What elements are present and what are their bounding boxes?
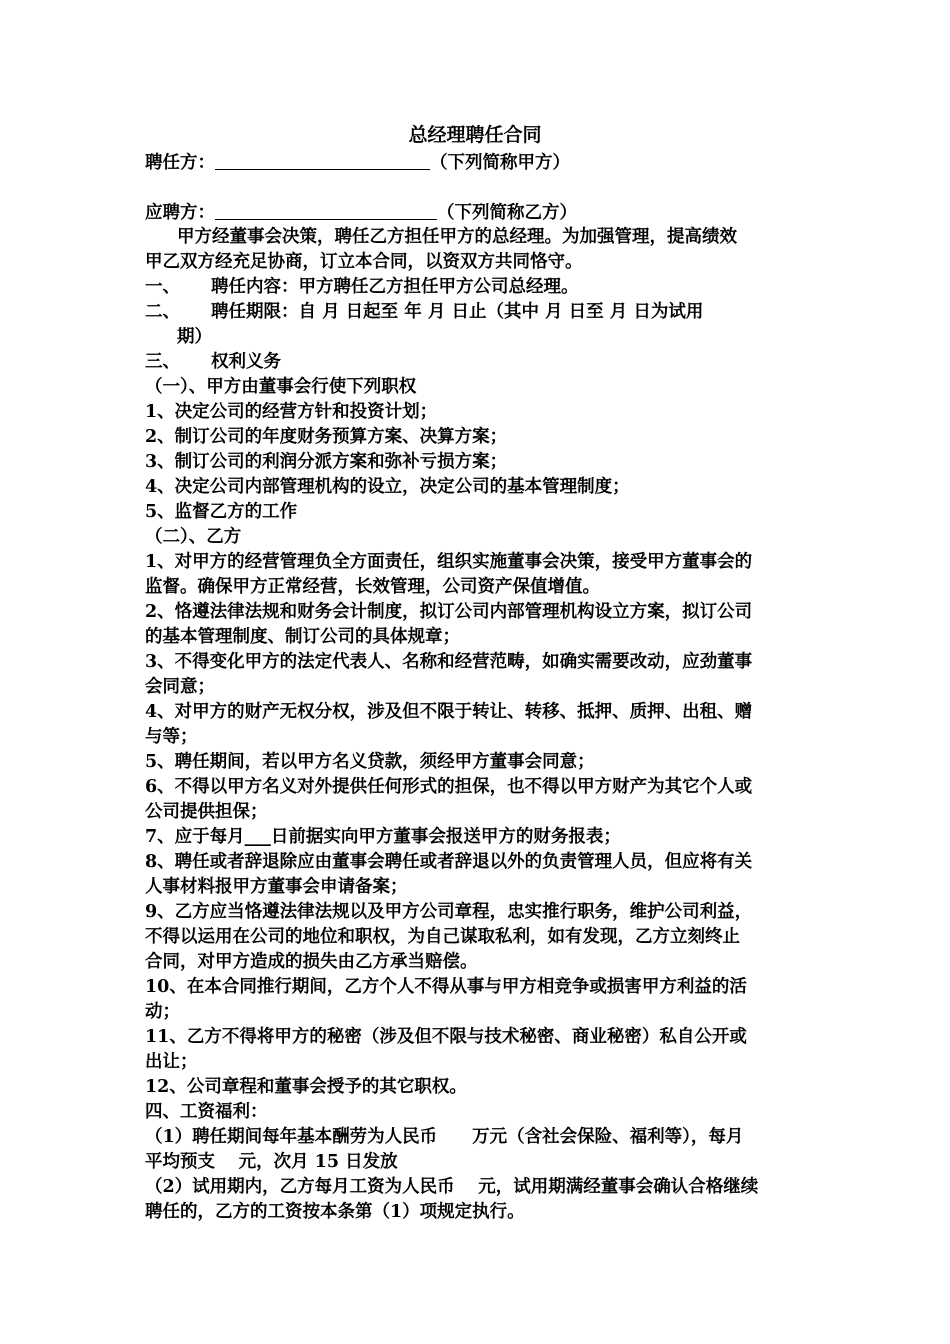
section-3-text: 权利义务 bbox=[211, 352, 281, 372]
party-a-label: 聘任方： bbox=[145, 153, 215, 173]
party-a-item: 2、制订公司的年度财务预算方案、决算方案； bbox=[145, 427, 508, 447]
section-4-line: （2）试用期内，乙方每月工资为人民币 元，试用期满经董事会确认合格继续 bbox=[145, 1177, 759, 1197]
party-a-item: 1、决定公司的经营方针和投资计划； bbox=[145, 402, 438, 422]
section-4-line: 平均预支 元，次月 15 日发放 bbox=[145, 1152, 398, 1172]
section-1 bbox=[145, 275, 810, 300]
section-4-heading: 四、工资福利： bbox=[145, 1102, 268, 1122]
document-title: 总经理聘任合同 bbox=[408, 124, 542, 146]
party-b-line: 人事材料报甲方董事会申请备案； bbox=[145, 877, 408, 897]
party-b-line bbox=[145, 200, 810, 226]
party-b-line: 的基本管理制度、制订公司的具体规章； bbox=[145, 627, 460, 647]
section-2-text-2: 期） bbox=[177, 327, 212, 347]
section-4-line: （1）聘任期间每年基本酬劳为人民币 万元（含社会保险、福利等），每月 bbox=[145, 1127, 744, 1147]
party-a-blank[interactable] bbox=[215, 150, 430, 170]
party-b-line: 9、乙方应当恪遵法律法规以及甲方公司章程，忠实推行职务，维护公司利益， bbox=[145, 902, 753, 922]
intro-line-1: 甲方经董事会决策，聘任乙方担任甲方的总经理。为加强管理，提高绩效 bbox=[177, 227, 737, 247]
party-b-line: 动； bbox=[145, 1002, 180, 1022]
section-4-line: 聘任的，乙方的工资按本条第（1）项规定执行。 bbox=[145, 1202, 525, 1222]
section-3 bbox=[145, 350, 810, 375]
party-b-line: 1、对甲方的经营管理负全方面责任，组织实施董事会决策，接受甲方董事会的 bbox=[145, 552, 753, 572]
section-2-number: 二、 bbox=[145, 302, 180, 322]
party-b-line: 合同，对甲方造成的损失由乙方承当赔偿。 bbox=[145, 952, 478, 972]
party-b-line: 2、恪遵法律法规和财务会计制度，拟订公司内部管理机构设立方案，拟订公司 bbox=[145, 602, 753, 622]
party-a-suffix: （下列简称甲方） bbox=[430, 153, 570, 173]
party-b-line: 不得以运用在公司的地位和职权，为自己谋取私利，如有发现，乙方立刻终止 bbox=[145, 927, 740, 947]
party-b-line: 6、不得以甲方名义对外提供任何形式的担保，也不得以甲方财产为其它个人或 bbox=[145, 777, 753, 797]
intro-line-2: 甲乙双方经充足协商，订立本合同，以资双方共同恪守。 bbox=[145, 252, 583, 272]
party-b-line: 10、在本合同推行期间，乙方个人不得从事与甲方相竞争或损害甲方利益的活 bbox=[145, 977, 747, 997]
party-b-line: 4、对甲方的财产无权分权，涉及但不限于转让、转移、抵押、质押、出租、赠 bbox=[145, 702, 753, 722]
party-b-line: 与等； bbox=[145, 727, 198, 747]
section-2-text-1: 聘任期限：自 月 日起至 年 月 日止（其中 月 日至 月 日为试用 bbox=[211, 302, 704, 322]
section-2 bbox=[145, 300, 810, 325]
party-b-line: 出让； bbox=[145, 1052, 198, 1072]
section-1-text: 聘任内容：甲方聘任乙方担任甲方公司总经理。 bbox=[211, 277, 579, 297]
party-b-line: 监督。确保甲方正常经营，长效管理，公司资产保值增值。 bbox=[145, 577, 600, 597]
party-b-line: 11、乙方不得将甲方的秘密（涉及但不限与技术秘密、商业秘密）私自公开或 bbox=[145, 1027, 747, 1047]
party-b-blank[interactable] bbox=[215, 200, 437, 220]
party-b-line: 公司提供担保； bbox=[145, 802, 268, 822]
section-1-number: 一、 bbox=[145, 277, 180, 297]
party-b-line: 3、不得变化甲方的法定代表人、名称和经营范畴，如确实需要改动，应劲董事 bbox=[145, 652, 753, 672]
party-a-item: 4、决定公司内部管理机构的设立，决定公司的基本管理制度； bbox=[145, 477, 630, 497]
section-3-number: 三、 bbox=[145, 352, 180, 372]
party-a-item: 5、监督乙方的工作 bbox=[145, 502, 298, 522]
party-b-heading: （二）、乙方 bbox=[145, 527, 242, 547]
party-b-line: 12、公司章程和董事会授予的其它职权。 bbox=[145, 1077, 467, 1097]
party-a-item: 3、制订公司的利润分派方案和弥补亏损方案； bbox=[145, 452, 508, 472]
party-b-line: 7、应于每月___日前据实向甲方董事会报送甲方的财务报表； bbox=[145, 827, 621, 847]
party-b-label: 应聘方： bbox=[145, 203, 215, 223]
party-b-line: 5、聘任期间，若以甲方名义贷款，须经甲方董事会同意； bbox=[145, 752, 595, 772]
party-b-suffix: （下列简称乙方） bbox=[437, 203, 577, 223]
party-a-powers-heading: （一）、甲方由董事会行使下列职权 bbox=[145, 377, 417, 397]
party-b-line: 会同意； bbox=[145, 677, 215, 697]
party-a-line bbox=[145, 150, 810, 176]
party-b-line: 8、聘任或者辞退除应由董事会聘任或者辞退以外的负责管理人员，但应将有关 bbox=[145, 852, 753, 872]
